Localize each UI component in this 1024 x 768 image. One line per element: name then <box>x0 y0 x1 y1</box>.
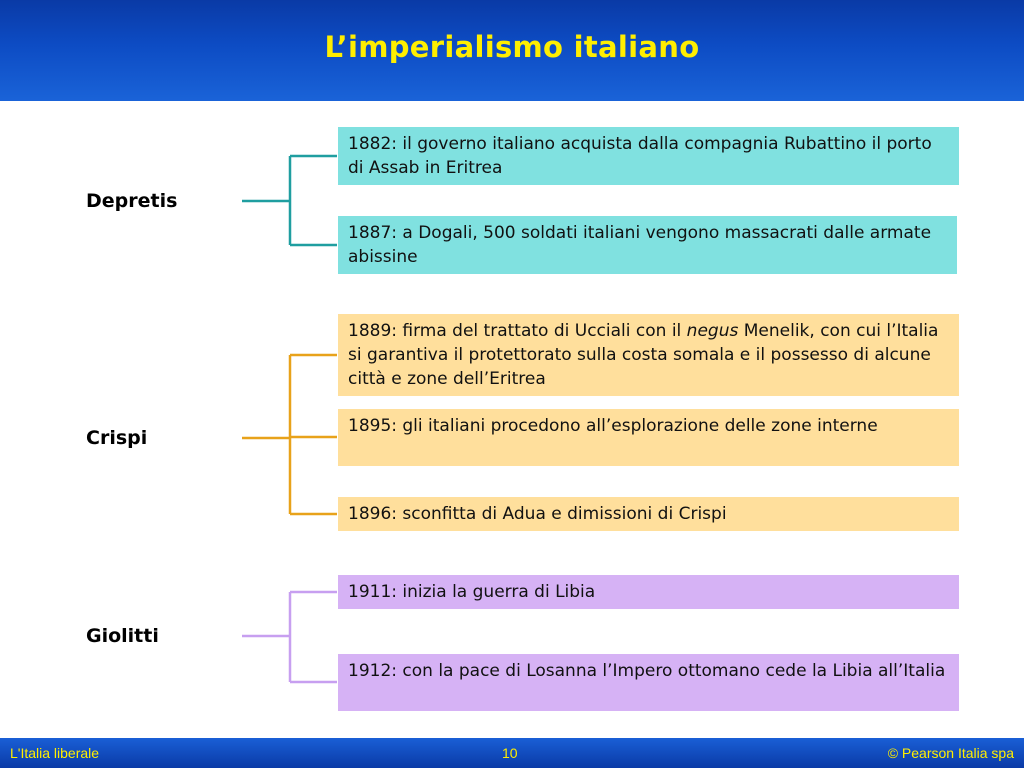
event-box-1912: 1912: con la pace di Losanna l’Impero ottomano cede la Libia all’Italia <box>338 654 959 711</box>
event-box-1887: 1887: a Dogali, 500 soldati italiani vengono massacrati dalle armate abissine <box>338 216 957 274</box>
depretis-connector <box>242 156 337 245</box>
footer-bar <box>0 738 1024 768</box>
leader-giolitti: Giolitti <box>86 625 159 647</box>
crispi-connector <box>242 355 337 514</box>
copyright-text: © Pearson Italia spa <box>887 745 1014 761</box>
event-box-1882: 1882: il governo italiano acquista dalla compagnia Rubattino il porto di Assab in Eritrea <box>338 127 959 185</box>
event-1889-italic-word: negus <box>686 321 739 341</box>
leader-crispi: Crispi <box>86 427 148 449</box>
event-1889-text-start: 1889: firma del trattato di Ucciali con il <box>348 321 687 341</box>
event-1889-text-end: Menelik, con cui l’Italia si garantiva il protettorato sulla costa somala e il possesso di alcune città e zone dell’Eritrea <box>348 321 939 389</box>
event-box-1889 <box>338 314 959 396</box>
footer-section-title: L'Italia liberale <box>10 745 100 761</box>
page-number: 10 <box>502 745 518 761</box>
leader-depretis: Depretis <box>86 190 178 212</box>
slide-title: L’imperialismo italiano <box>324 30 700 64</box>
event-box-1896: 1896: sconfitta di Adua e dimissioni di Crispi <box>338 497 959 531</box>
event-box-1911: 1911: inizia la guerra di Libia <box>338 575 959 609</box>
giolitti-connector <box>242 592 337 682</box>
event-box-1895: 1895: gli italiani procedono all’esplorazione delle zone interne <box>338 409 959 466</box>
